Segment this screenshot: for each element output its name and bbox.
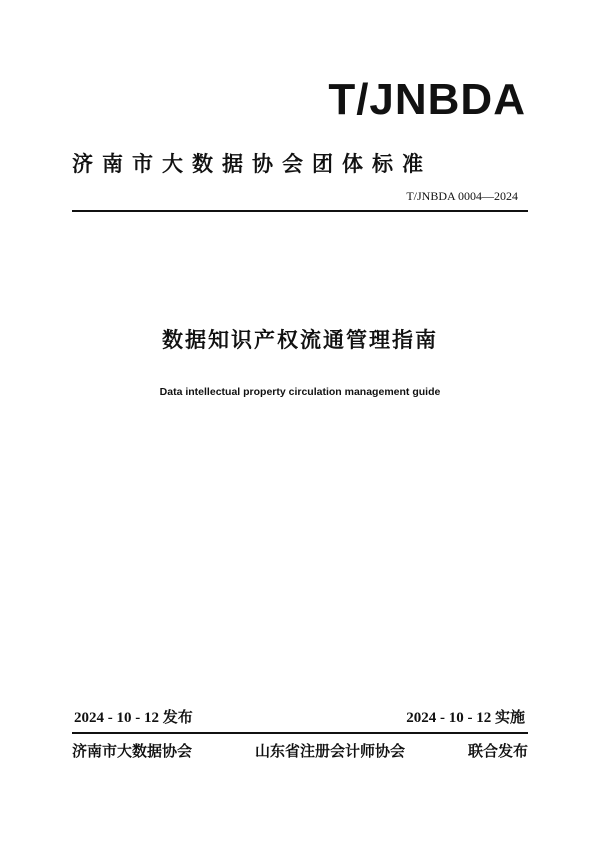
document-title-chinese: 数据知识产权流通管理指南 [162, 328, 438, 352]
standard-code-heading: T/JNBDA [328, 75, 526, 124]
issuers-row [72, 744, 528, 759]
document-title-english: Data intellectual property circulation management guide [159, 386, 441, 398]
standard-number: T/JNBDA 0004—2024 [406, 189, 518, 203]
issuer-shandong-cpa-association: 山东省注册会计师协会 [254, 742, 405, 760]
publish-date: 2024 - 10 - 12 发布 [74, 710, 193, 726]
issuer-jinan-big-data-association: 济南市大数据协会 [72, 742, 193, 760]
top-divider [72, 210, 528, 212]
joint-release-label: 联合发布 [467, 742, 528, 760]
organization-standard-label: 济南市大数据协会团体标准 [72, 152, 432, 176]
implement-date: 2024 - 10 - 12 实施 [406, 710, 525, 726]
bottom-divider [72, 732, 528, 734]
